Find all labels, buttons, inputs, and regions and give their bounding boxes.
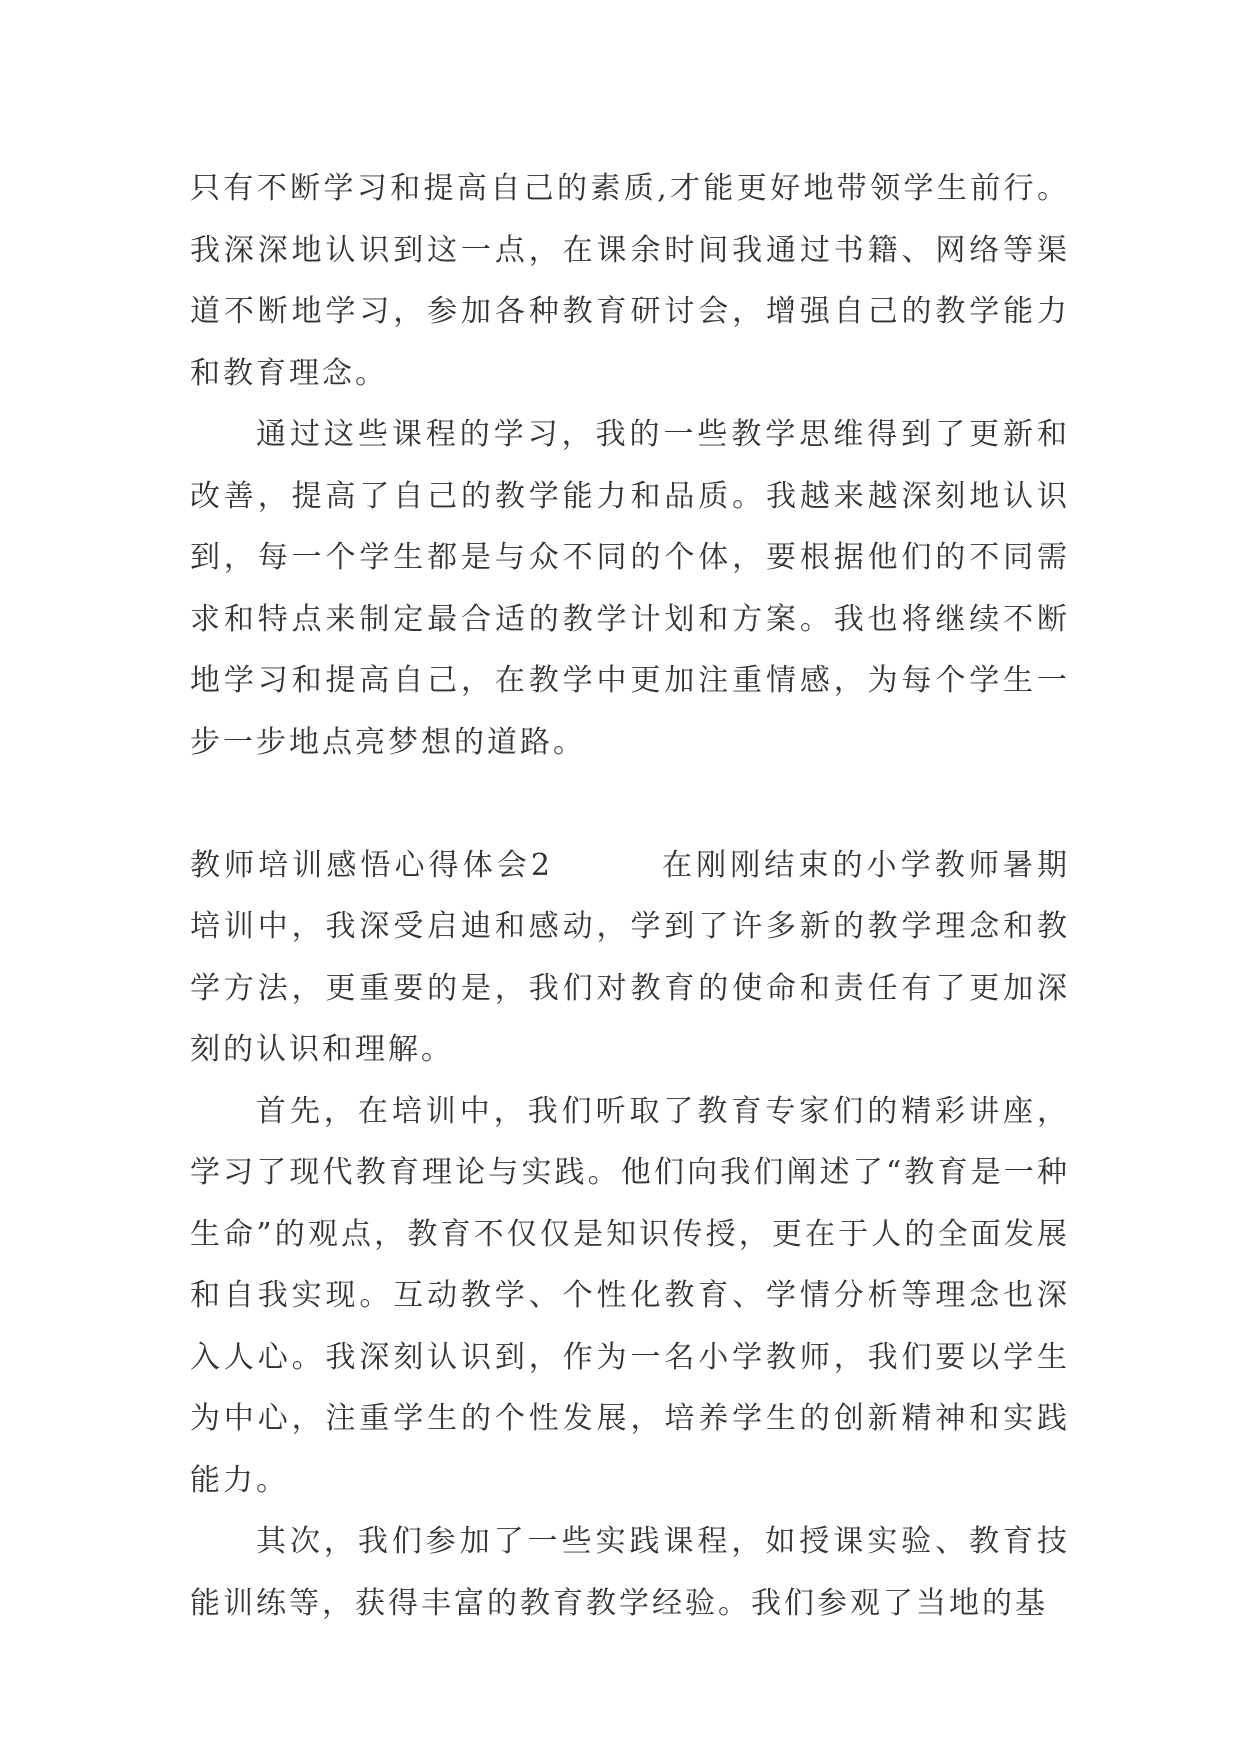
paragraph-3 (190, 835, 1070, 1081)
section-gap (190, 773, 1070, 835)
paragraph-3-text: 在刚刚结束的小学教师暑期培训中，我深受启迪和感动，学到了许多新的教学理念和教学方法，更重要的是，我们对教育的使命和责任有了更加深刻的认识和理解。 (190, 847, 1070, 1067)
paragraph-5: 其次，我们参加了一些实践课程，如授课实验、教育技能训练等，获得丰富的教育教学经验。我们参观了当地的基 (190, 1524, 1070, 1621)
document-body (190, 158, 1070, 1634)
paragraph-1: 只有不断学习和提高自己的素质,才能更好地带领学生前行。我深深地认识到这一点，在课余时间我通过书籍、网络等渠道不断地学习，参加各种教育研讨会，增强自己的教学能力和教育理念。 (190, 171, 1070, 391)
paragraph-4: 首先，在培训中，我们听取了教育专家们的精彩讲座，学习了现代教育理论与实践。他们向我们阐述了“教育是一种生命”的观点，教育不仅仅是知识传授，更在于人的全面发展和自我实现。互动教学、个性化教育、学情分析等理念也深入人心。我深刻认识到，作为一名小学教师，我们要以学生为中心，注重学生的个性发展，培养学生的创新精神和实践能力。 (190, 1093, 1070, 1498)
paragraph-2: 通过这些课程的学习，我的一些教学思维得到了更新和改善，提高了自己的教学能力和品质。我越来越深刻地认识到，每一个学生都是与众不同的个体，要根据他们的不同需求和特点来制定最合适的教学计划和方案。我也将继续不断地学习和提高自己，在教学中更加注重情感，为每个学生一步一步地点亮梦想的道路。 (190, 417, 1070, 760)
section-title: 教师培训感悟心得体会2 (190, 847, 553, 883)
